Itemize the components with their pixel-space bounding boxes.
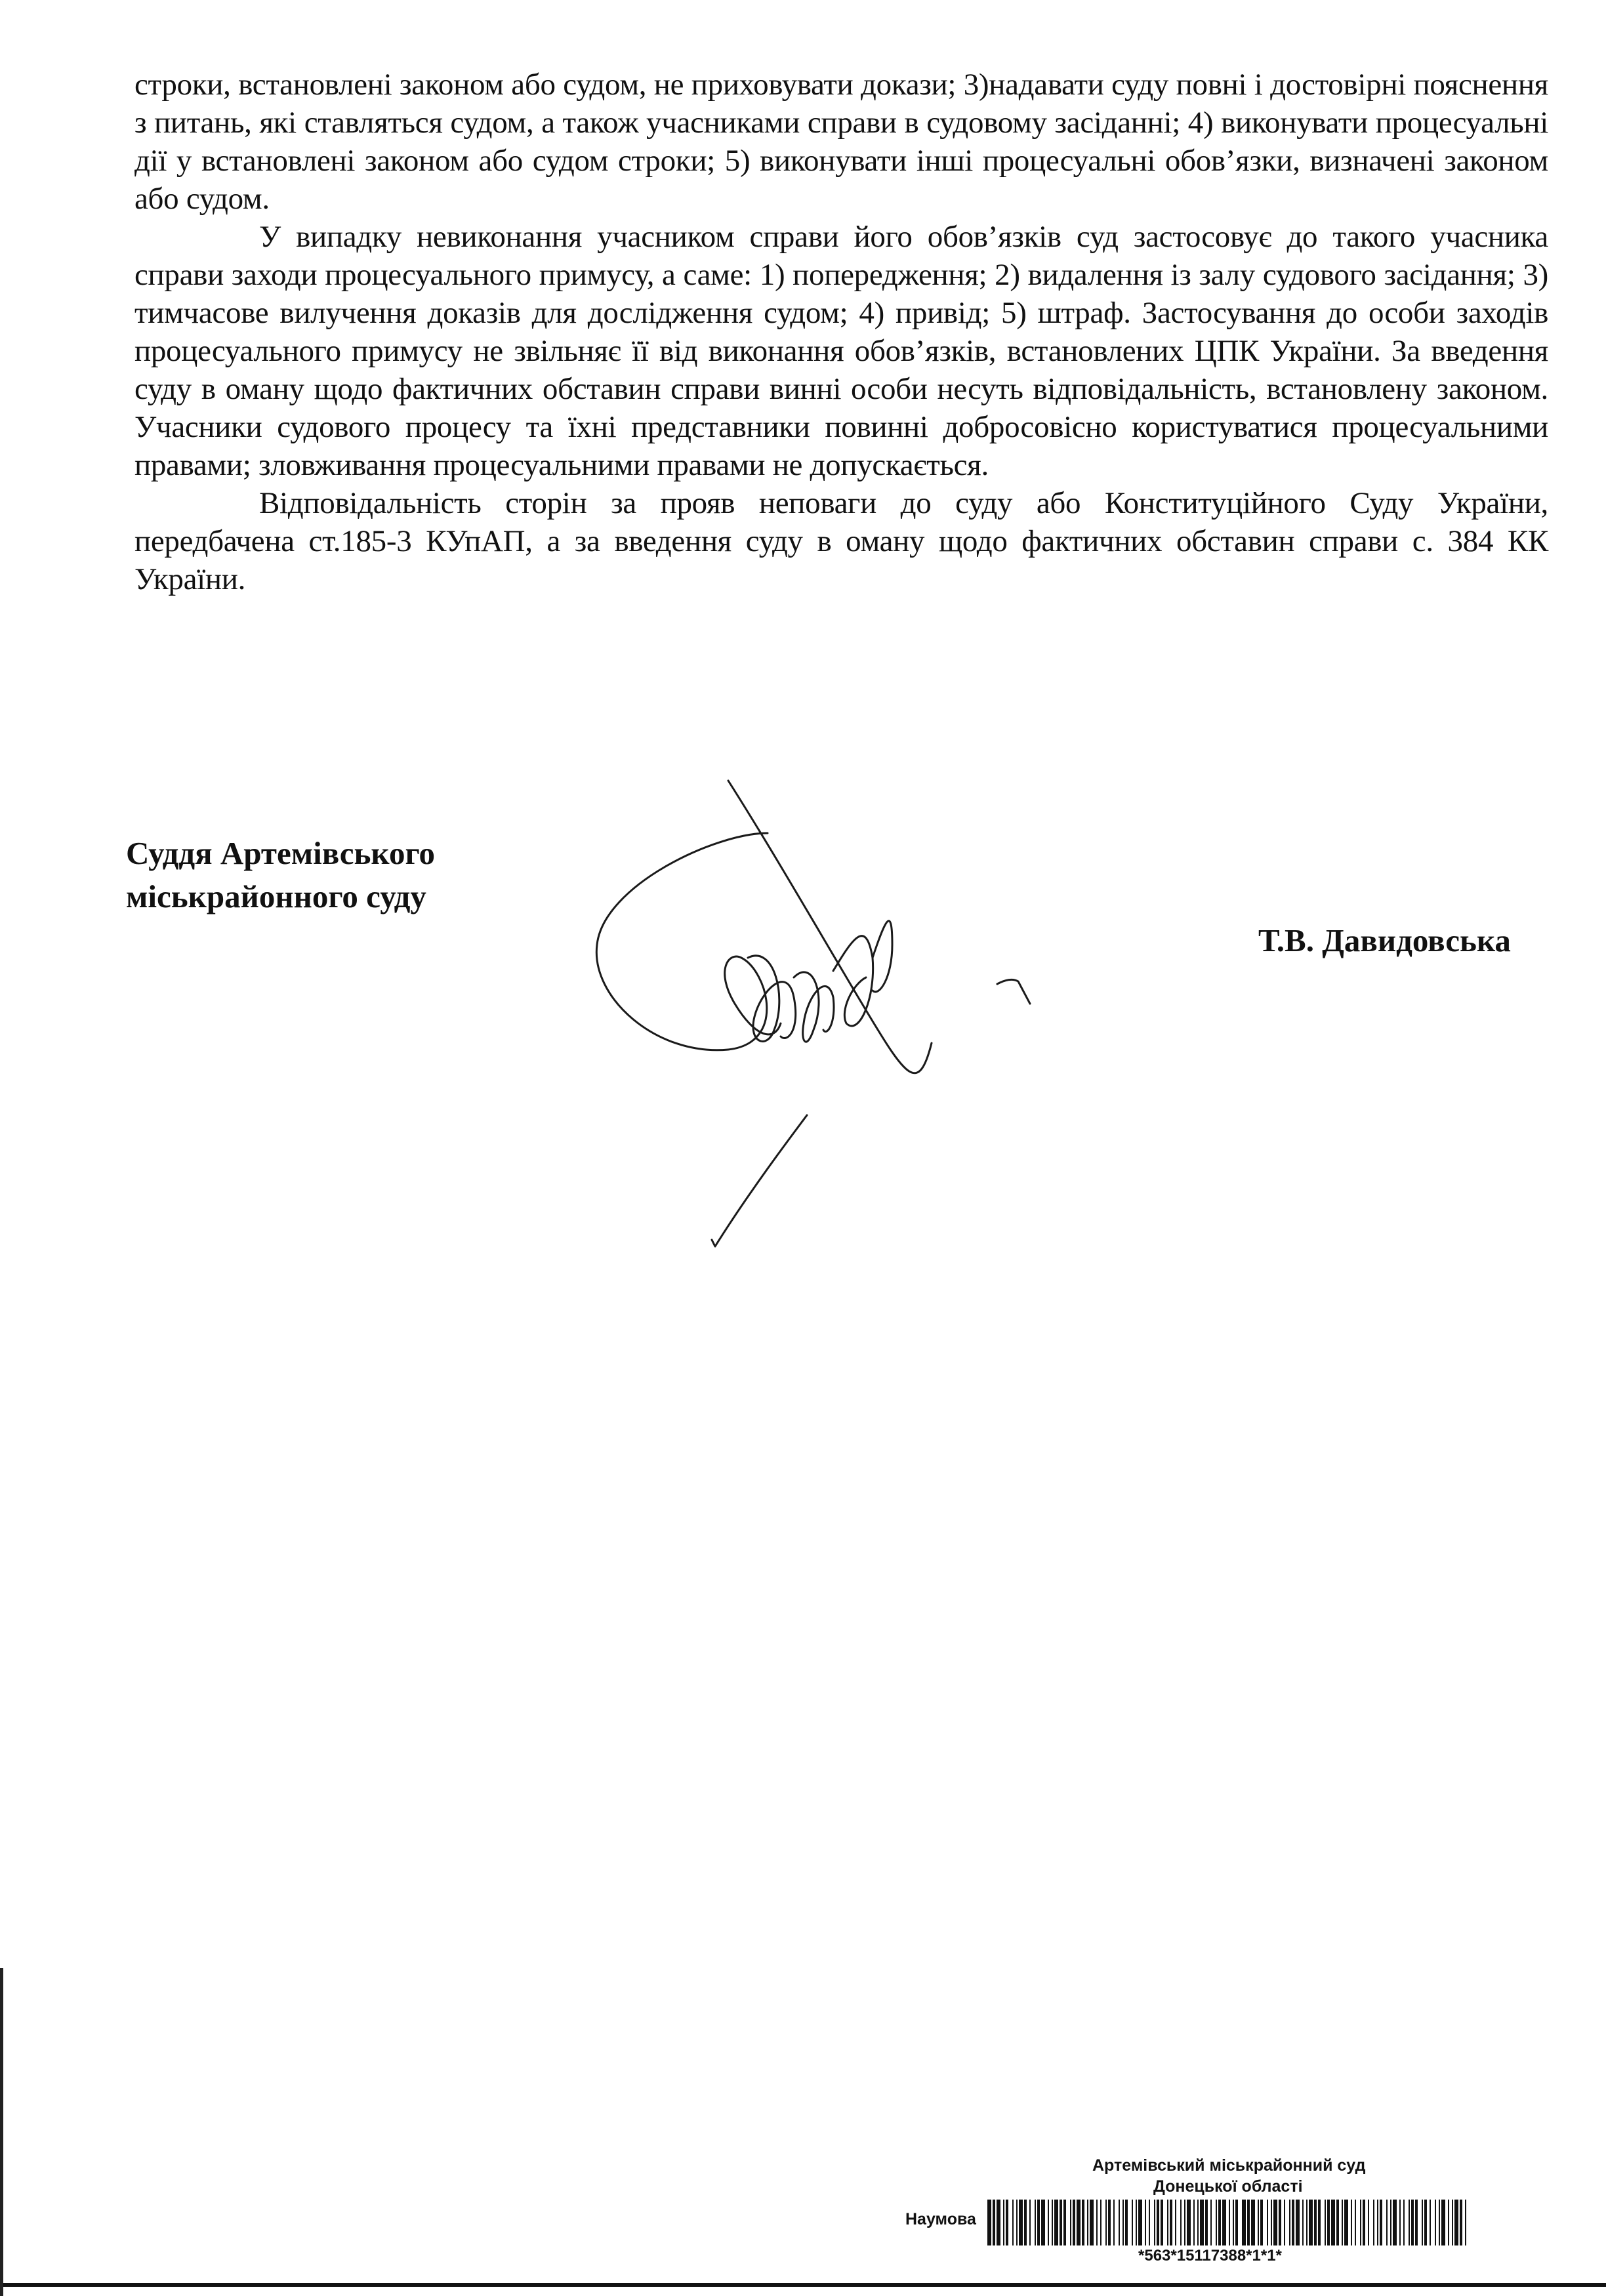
barcode-bar [1351, 2200, 1352, 2245]
barcode-bar [1149, 2200, 1150, 2245]
bottom-scan-edge [0, 2283, 1606, 2287]
barcode-bar [1233, 2200, 1234, 2245]
barcode-bar [1260, 2200, 1263, 2245]
barcode-bar [1292, 2200, 1294, 2245]
barcode-bar [1314, 2200, 1317, 2245]
barcode-bar [1082, 2200, 1084, 2245]
document-body [134, 66, 1548, 598]
paragraph-1: строки, встановлені законом або судом, не приховувати докази; 3)надавати суду повні і достовірні пояснення з питань, які ставляться судом, а також учасниками справи в судовому засіданні; 4) виконувати процесуальні дії у встановлені законом або судом строки; 5) виконувати інші процесуальні обов’язки, визначені законом або судом. [134, 68, 1548, 216]
barcode-bar [1327, 2200, 1330, 2245]
judge-title [126, 832, 435, 918]
barcode-bar [1096, 2200, 1098, 2245]
barcode-bar [1273, 2200, 1277, 2245]
barcode-bar [1439, 2200, 1440, 2245]
paragraph-3: Відповідальність сторін за прояв неповаги до суду або Конституційного Суду України, передбачена ст.185-3 КУпАП, а за введення суду в оману щодо фактичних обставин справи с. 384 КК України. [134, 486, 1548, 596]
barcode-bar [1377, 2200, 1378, 2245]
barcode-bar [1309, 2200, 1313, 2245]
barcode-bar [1411, 2200, 1414, 2245]
barcode-bar [1373, 2200, 1374, 2245]
barcode-bar [1205, 2200, 1208, 2245]
barcode-bar [1157, 2200, 1159, 2245]
barcode-bar [1390, 2200, 1391, 2245]
barcode-bar [1441, 2200, 1445, 2245]
barcode-bar [1247, 2200, 1250, 2245]
barcode-bar [1355, 2200, 1356, 2245]
barcode-bar [1167, 2200, 1168, 2245]
barcode-bar [1331, 2200, 1335, 2245]
barcode-bar [1242, 2200, 1246, 2245]
barcode-bar [1006, 2200, 1008, 2245]
barcode-bar [1193, 2200, 1195, 2245]
barcode-bar [1063, 2200, 1066, 2245]
barcode-bar [1041, 2200, 1045, 2245]
barcode-bar [1019, 2200, 1023, 2245]
barcode-bar [1029, 2200, 1031, 2245]
barcode-bar [1222, 2200, 1226, 2245]
barcode-bar [1267, 2200, 1268, 2245]
barcode-bar [1465, 2200, 1466, 2245]
barcode-bar [1184, 2200, 1185, 2245]
barcode-bar [1380, 2200, 1382, 2245]
barcode-bar [1386, 2200, 1388, 2245]
barcode-bar [1422, 2200, 1423, 2245]
barcode-bar [1035, 2200, 1036, 2245]
barcode-bar [1302, 2200, 1304, 2245]
barcode-bar [1138, 2200, 1142, 2245]
barcode-bar [1145, 2200, 1146, 2245]
barcode-bar [1210, 2200, 1212, 2245]
barcode-bar [1325, 2200, 1326, 2245]
barcode-bar [1037, 2200, 1040, 2245]
barcode-bar [1229, 2200, 1230, 2245]
court-stamp [905, 2155, 1496, 2286]
barcode-bar [1200, 2200, 1204, 2245]
barcode-bar [1452, 2200, 1453, 2245]
stamp-court-region: Донецької області [1153, 2177, 1303, 2196]
barcode-bar [1344, 2200, 1348, 2245]
barcode-bar [1197, 2200, 1199, 2245]
barcode-bar [1251, 2200, 1255, 2245]
barcode-bar [1016, 2200, 1018, 2245]
barcode-bar [1409, 2200, 1410, 2245]
barcode-bar [1161, 2200, 1163, 2245]
barcode-bar [993, 2200, 995, 2245]
barcode-bar [1077, 2200, 1081, 2245]
barcode-bar [1122, 2200, 1124, 2245]
barcode-bar [1003, 2200, 1004, 2245]
barcode-bar [1430, 2200, 1431, 2245]
barcode-bar [1454, 2200, 1458, 2245]
barcode-bar [1258, 2200, 1259, 2245]
barcode-bar [1132, 2200, 1133, 2245]
barcode-bar [1403, 2200, 1405, 2245]
stamp-clerk-name: Наумова [905, 2210, 976, 2228]
barcode-bar [1318, 2200, 1321, 2245]
judge-title-line-1: Суддя Артемівського [126, 835, 436, 871]
barcode-bar [1060, 2200, 1062, 2245]
barcode [987, 2200, 1473, 2245]
barcode-bar [1271, 2200, 1272, 2245]
barcode-bar [1154, 2200, 1155, 2245]
barcode-bar [1125, 2200, 1128, 2245]
barcode-bar [1087, 2200, 1088, 2245]
barcode-bar [1180, 2200, 1182, 2245]
barcode-bar [997, 2200, 1000, 2245]
barcode-bar [1054, 2200, 1058, 2245]
barcode-bar [1296, 2200, 1300, 2245]
barcode-bar [1399, 2200, 1401, 2245]
handwritten-signature [577, 761, 1063, 1260]
barcode-bar [1393, 2200, 1397, 2245]
left-scan-edge [0, 1968, 3, 2296]
stamp-court-name: Артемівський міськрайонний суд [1092, 2156, 1366, 2175]
barcode-bar [1435, 2200, 1436, 2245]
barcode-bar [1289, 2200, 1290, 2245]
barcode-bar [1216, 2200, 1217, 2245]
judge-title-line-2: міськрайонного суду [126, 878, 426, 914]
paragraph-2: У випадку невиконання учасником справи його обов’язків суд застосовує до такого учасника справи заходи процесуального примусу, а саме: 1) попередження; 2) видалення із залу судового засідання; 3) тимчасове вилучення доказів для дослідження судом; 4) привід; 5) штраф. Застосування до особи заходів процесуального примусу не звільняє її від виконання обов’язків, встановлених ЦПК України. За введення суду в оману щодо фактичних обставин справи винні особи несуть відповідальність, встановлену законом. Учасники судового процесу та їхні представники повинні добросовісно користуватися процесуальними правами; зловживання процесуальними правами не допускається. [134, 220, 1548, 482]
barcode-bar [1175, 2200, 1176, 2245]
barcode-bar [1073, 2200, 1075, 2245]
barcode-bar [1012, 2200, 1014, 2245]
barcode-bar [1105, 2200, 1107, 2245]
barcode-bar [1170, 2200, 1172, 2245]
barcode-bar [1090, 2200, 1094, 2245]
barcode-bar [1368, 2200, 1369, 2245]
barcode-bar [1119, 2200, 1120, 2245]
barcode-bar [1415, 2200, 1418, 2245]
barcode-bar [1113, 2200, 1115, 2245]
judge-name: Т.В. Давидовська [1258, 922, 1511, 958]
barcode-bar [1024, 2200, 1027, 2245]
barcode-bar [1336, 2200, 1339, 2245]
barcode-bar [1187, 2200, 1191, 2245]
barcode-bar [1052, 2200, 1053, 2245]
barcode-bar [1048, 2200, 1049, 2245]
barcode-bar [1306, 2200, 1307, 2245]
barcode-bar [1448, 2200, 1449, 2245]
barcode-bar [1424, 2200, 1427, 2245]
barcode-bar [1108, 2200, 1111, 2245]
barcode-bar [1342, 2200, 1343, 2245]
barcode-bar [1070, 2200, 1071, 2245]
barcode-bar [1218, 2200, 1221, 2245]
barcode-bar [1235, 2200, 1238, 2245]
barcode-bar [1360, 2200, 1361, 2245]
barcode-bar [1279, 2200, 1281, 2245]
barcode-bar [1100, 2200, 1102, 2245]
barcode-bar [1363, 2200, 1365, 2245]
barcode-bar [1460, 2200, 1462, 2245]
barcode-bar [1284, 2200, 1285, 2245]
barcode-bar [1136, 2200, 1137, 2245]
barcode-number: *563*15117388*1*1* [1138, 2247, 1282, 2265]
barcode-bar [987, 2200, 991, 2245]
